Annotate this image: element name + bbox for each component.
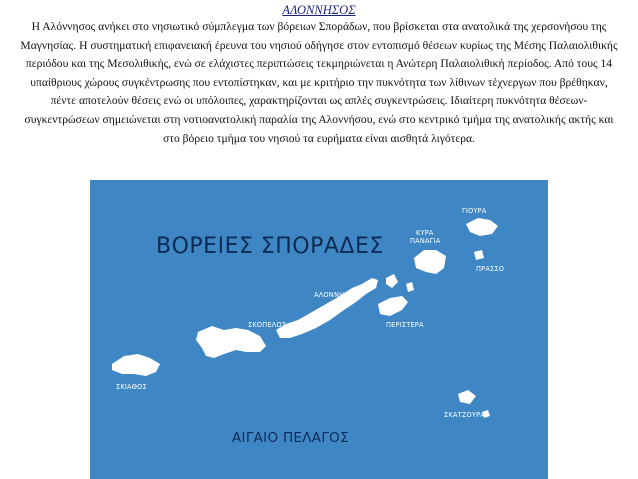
peristera-label: ΠΕΡΙΣΤΕΡΑ [386,321,424,329]
kyra-panagia-label-2: ΠΑΝΑΓΙΑ [410,237,441,245]
kyra-panagia-label-1: ΚΥΡΑ [416,229,434,237]
prasso-label: ΠΡΑΣΣΟ [476,265,505,273]
region-label: ΒΟΡΕΙΕΣ ΣΠΟΡΑΔΕΣ [156,234,384,259]
skopelos-label: ΣΚΟΠΕΛΟΣ [248,321,287,329]
sporades-map [90,180,548,479]
skiathos-label: ΣΚΙΑΘΟΣ [116,383,147,391]
description-paragraph: Η Αλόννησος ανήκει στο νησιωτικό σύμπλεγμα των βόρειων Σποράδων, που βρίσκεται στα ανατολικά της χερσονήσου της Μαγνησίας. Η συστηματική επιφανειακή έρευνα του νησιού οδήγησε στον εντοπισμό θέσεων κυρίως της Μέσης Παλαιολιθικής περιόδου και της Μεσολιθικής, ενώ σε ελάχιστες περιπτώσεις τεκμηριώνεται η Ανώτερη Παλαιολιθική περίοδος. Από τους 14 υπαίθριους χώρους συγκέντρωσης που εντοπίστηκαν, και με κριτήριο την πυκνότητα των λίθινων τέχνεργων που βρέθηκαν, πέντε αποτελούν θέσεις ενώ οι υπόλοιπες, χαρακτηρίζονται ως απλές συγκεντρώσεις. Ιδιαίτερη πυκνότητα θέσεων-συγκεντρώσεων σημειώνεται στη νοτιοανατολική παραλία της Αλοννήσου, ενώ στο κεντρικό τμήμα της ανατολικής ακτής και στο βόρειο τμήμα του νησιού τα ευρήματα είναι αισθητά λιγότερα. [20,20,618,145]
gioura-label: ΓΙΟΥΡΑ [462,207,487,215]
page-title: ΑΛΟΝΝΗΣΟΣ [282,3,356,17]
skantzoura-label: ΣΚΑΤΖΟΥΡΑ [444,411,486,419]
sea-label: ΑΙΓΑΙΟ ΠΕΛΑΓΟΣ [232,430,349,446]
alonnisos-label: ΑΛΟΝΝΗΣΟΣ [314,291,359,299]
